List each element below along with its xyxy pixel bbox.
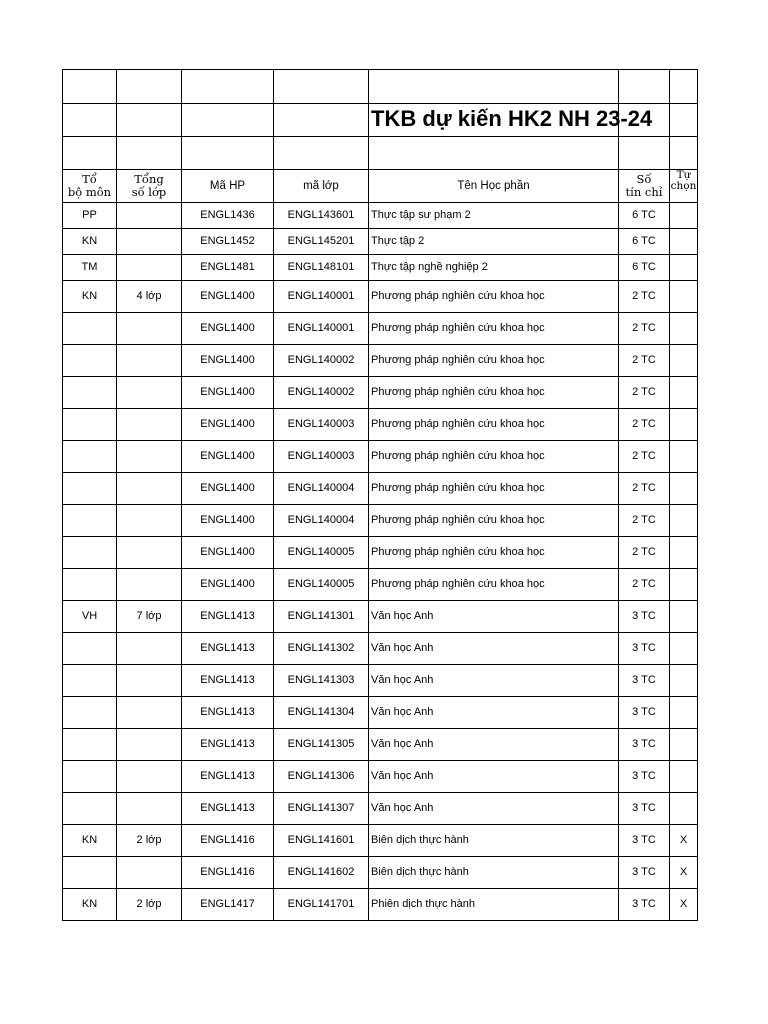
cell: [619, 137, 670, 170]
cell-tong-so-lop: [117, 345, 182, 377]
blank-row: [63, 70, 698, 104]
cell-ma-lop: ENGL141304: [274, 697, 369, 729]
table-row: [63, 729, 698, 761]
cell: [274, 137, 369, 170]
cell-so-tin-chi: 6 TC: [619, 255, 670, 281]
cell-so-tin-chi: 2 TC: [619, 505, 670, 537]
cell-ma-lop: ENGL140005: [274, 537, 369, 569]
cell-ma-hp: ENGL1400: [182, 281, 274, 313]
cell-ten-hoc-phan: Phương pháp nghiên cứu khoa học: [369, 473, 619, 505]
cell-tu-chon: [670, 761, 698, 793]
cell-ma-lop: ENGL141305: [274, 729, 369, 761]
cell-ten-hoc-phan: Phương pháp nghiên cứu khoa học: [369, 377, 619, 409]
cell-so-tin-chi: 3 TC: [619, 761, 670, 793]
cell-to-bo-mon: [63, 857, 117, 889]
cell-ma-lop: ENGL141306: [274, 761, 369, 793]
cell-tu-chon: [670, 377, 698, 409]
cell-tu-chon: X: [670, 857, 698, 889]
cell-tong-so-lop: [117, 793, 182, 825]
cell-so-tin-chi: 3 TC: [619, 633, 670, 665]
cell-ma-hp: ENGL1400: [182, 537, 274, 569]
cell-ten-hoc-phan: Phương pháp nghiên cứu khoa học: [369, 409, 619, 441]
cell-tu-chon: [670, 473, 698, 505]
cell-tong-so-lop: [117, 473, 182, 505]
cell-tu-chon: [670, 203, 698, 229]
cell-tong-so-lop: [117, 537, 182, 569]
cell-tu-chon: [670, 313, 698, 345]
table-row: [63, 793, 698, 825]
cell-to-bo-mon: KN: [63, 889, 117, 921]
header-ten-hoc-phan: Tên Học phần: [369, 170, 619, 203]
cell: [670, 104, 698, 137]
cell-tu-chon: [670, 409, 698, 441]
cell-ten-hoc-phan: Văn học Anh: [369, 633, 619, 665]
cell-ten-hoc-phan: Thực tập sư phạm 2: [369, 203, 619, 229]
cell-to-bo-mon: [63, 761, 117, 793]
cell-ma-hp: ENGL1413: [182, 601, 274, 633]
cell-ma-hp: ENGL1413: [182, 729, 274, 761]
cell-ten-hoc-phan: Văn học Anh: [369, 601, 619, 633]
cell-to-bo-mon: [63, 633, 117, 665]
cell-tu-chon: X: [670, 889, 698, 921]
cell-so-tin-chi: 3 TC: [619, 697, 670, 729]
cell-to-bo-mon: KN: [63, 825, 117, 857]
cell-to-bo-mon: [63, 665, 117, 697]
cell-ma-hp: ENGL1413: [182, 665, 274, 697]
page-title: TKB dự kiến HK2 NH 23-24: [371, 106, 653, 131]
cell-so-tin-chi: 3 TC: [619, 729, 670, 761]
cell-ten-hoc-phan: Văn học Anh: [369, 729, 619, 761]
cell-to-bo-mon: [63, 377, 117, 409]
table-row: [63, 203, 698, 229]
cell-ma-lop: ENGL141303: [274, 665, 369, 697]
cell-ma-lop: ENGL140002: [274, 345, 369, 377]
cell-ma-lop: ENGL140001: [274, 313, 369, 345]
cell-tu-chon: [670, 633, 698, 665]
cell-tu-chon: [670, 281, 698, 313]
cell-to-bo-mon: VH: [63, 601, 117, 633]
cell-ma-hp: ENGL1452: [182, 229, 274, 255]
header-tu-chon: Tự chọn: [670, 170, 698, 203]
cell-ten-hoc-phan: Phương pháp nghiên cứu khoa học: [369, 505, 619, 537]
cell-to-bo-mon: [63, 409, 117, 441]
table-row: [63, 345, 698, 377]
cell: [369, 70, 619, 104]
cell: [63, 137, 117, 170]
table-row: [63, 505, 698, 537]
cell-ma-lop: ENGL140004: [274, 473, 369, 505]
cell-to-bo-mon: TM: [63, 255, 117, 281]
cell: [117, 70, 182, 104]
header-text: số lớp: [131, 185, 167, 199]
cell-ma-lop: ENGL140003: [274, 409, 369, 441]
cell-to-bo-mon: [63, 441, 117, 473]
cell-tu-chon: [670, 255, 698, 281]
header-to-bo-mon: [63, 170, 117, 203]
cell-tong-so-lop: [117, 633, 182, 665]
cell-tu-chon: [670, 229, 698, 255]
cell-ten-hoc-phan: Phương pháp nghiên cứu khoa học: [369, 281, 619, 313]
cell-tong-so-lop: [117, 857, 182, 889]
table-row: [63, 281, 698, 313]
cell-to-bo-mon: [63, 345, 117, 377]
cell-tong-so-lop: 2 lớp: [117, 889, 182, 921]
cell-ma-lop: ENGL140004: [274, 505, 369, 537]
cell-tu-chon: [670, 665, 698, 697]
cell-ma-lop: ENGL140003: [274, 441, 369, 473]
cell: [117, 137, 182, 170]
cell-to-bo-mon: [63, 569, 117, 601]
cell: [182, 137, 274, 170]
table-row: [63, 409, 698, 441]
cell-so-tin-chi: 3 TC: [619, 857, 670, 889]
cell: [182, 104, 274, 137]
cell: [670, 137, 698, 170]
cell-tong-so-lop: [117, 377, 182, 409]
cell-tu-chon: [670, 729, 698, 761]
cell-ma-lop: ENGL140001: [274, 281, 369, 313]
cell-ma-hp: ENGL1416: [182, 825, 274, 857]
cell-so-tin-chi: 2 TC: [619, 441, 670, 473]
cell-so-tin-chi: 3 TC: [619, 665, 670, 697]
title-cell: [369, 104, 653, 137]
cell-ma-hp: ENGL1413: [182, 633, 274, 665]
cell-ma-hp: ENGL1400: [182, 505, 274, 537]
cell-ten-hoc-phan: Phương pháp nghiên cứu khoa học: [369, 537, 619, 569]
table-row: [63, 665, 698, 697]
cell-ma-lop: ENGL141307: [274, 793, 369, 825]
cell-ten-hoc-phan: Biên dịch thực hành: [369, 857, 619, 889]
cell-ten-hoc-phan: Thực tập 2: [369, 229, 619, 255]
cell-ma-hp: ENGL1400: [182, 313, 274, 345]
cell-tu-chon: X: [670, 825, 698, 857]
table-row: [63, 229, 698, 255]
cell-tu-chon: [670, 505, 698, 537]
header-text: Tổ: [82, 172, 97, 186]
schedule-table: [62, 69, 698, 921]
table-row: [63, 377, 698, 409]
cell-ma-hp: ENGL1413: [182, 697, 274, 729]
cell-ma-hp: ENGL1400: [182, 345, 274, 377]
cell-ma-hp: ENGL1436: [182, 203, 274, 229]
cell: [117, 104, 182, 137]
table-row: [63, 255, 698, 281]
cell-tu-chon: [670, 537, 698, 569]
cell-to-bo-mon: [63, 697, 117, 729]
cell-tong-so-lop: [117, 569, 182, 601]
cell-ma-lop: ENGL141701: [274, 889, 369, 921]
cell-ten-hoc-phan: Phương pháp nghiên cứu khoa học: [369, 313, 619, 345]
cell-to-bo-mon: [63, 313, 117, 345]
table-row: [63, 473, 698, 505]
cell-ten-hoc-phan: Phương pháp nghiên cứu khoa học: [369, 569, 619, 601]
cell-so-tin-chi: 2 TC: [619, 537, 670, 569]
table-row: [63, 601, 698, 633]
header-tong-so-lop: [117, 170, 182, 203]
cell-so-tin-chi: 6 TC: [619, 229, 670, 255]
cell-to-bo-mon: PP: [63, 203, 117, 229]
cell-ma-hp: ENGL1413: [182, 761, 274, 793]
cell-ma-lop: ENGL148101: [274, 255, 369, 281]
cell-ma-hp: ENGL1400: [182, 409, 274, 441]
cell-so-tin-chi: 2 TC: [619, 281, 670, 313]
cell-so-tin-chi: 3 TC: [619, 889, 670, 921]
table-row: [63, 633, 698, 665]
cell-to-bo-mon: KN: [63, 229, 117, 255]
cell-ten-hoc-phan: Văn học Anh: [369, 665, 619, 697]
table-row: [63, 313, 698, 345]
cell-tu-chon: [670, 569, 698, 601]
cell-ten-hoc-phan: Văn học Anh: [369, 697, 619, 729]
cell-ma-hp: ENGL1413: [182, 793, 274, 825]
table-row: [63, 857, 698, 889]
table-row: [63, 569, 698, 601]
table-row: [63, 697, 698, 729]
cell: [63, 104, 117, 137]
cell-ma-lop: ENGL141301: [274, 601, 369, 633]
header-row: [63, 170, 698, 203]
cell: [274, 70, 369, 104]
cell-ten-hoc-phan: Phương pháp nghiên cứu khoa học: [369, 345, 619, 377]
cell-ten-hoc-phan: Phương pháp nghiên cứu khoa học: [369, 441, 619, 473]
cell-ma-lop: ENGL140002: [274, 377, 369, 409]
header-text: Số: [636, 172, 652, 186]
cell-to-bo-mon: [63, 729, 117, 761]
cell-to-bo-mon: [63, 505, 117, 537]
cell-ma-hp: ENGL1417: [182, 889, 274, 921]
cell-tong-so-lop: [117, 729, 182, 761]
cell: [182, 70, 274, 104]
table-row: [63, 761, 698, 793]
cell-so-tin-chi: 2 TC: [619, 313, 670, 345]
cell-so-tin-chi: 6 TC: [619, 203, 670, 229]
header-ma-hp: Mã HP: [182, 170, 274, 203]
cell-ten-hoc-phan: Thực tập nghề nghiệp 2: [369, 255, 619, 281]
header-so-tin-chi: [619, 170, 670, 203]
cell-ten-hoc-phan: Phiên dịch thực hành: [369, 889, 619, 921]
cell: [670, 70, 698, 104]
cell-ma-hp: ENGL1481: [182, 255, 274, 281]
header-text: bộ môn: [67, 185, 112, 199]
header-ma-lop: mã lớp: [274, 170, 369, 203]
cell-ten-hoc-phan: Văn học Anh: [369, 761, 619, 793]
cell-ma-lop: ENGL143601: [274, 203, 369, 229]
cell-tong-so-lop: [117, 203, 182, 229]
header-text: tín chỉ: [625, 185, 663, 199]
cell: [274, 104, 369, 137]
cell-tong-so-lop: 7 lớp: [117, 601, 182, 633]
table-row: [63, 889, 698, 921]
cell-tong-so-lop: [117, 761, 182, 793]
table-row: [63, 441, 698, 473]
cell-tu-chon: [670, 441, 698, 473]
cell-tong-so-lop: 4 lớp: [117, 281, 182, 313]
cell-tong-so-lop: [117, 255, 182, 281]
cell-so-tin-chi: 3 TC: [619, 825, 670, 857]
cell-ma-hp: ENGL1400: [182, 569, 274, 601]
cell-so-tin-chi: 2 TC: [619, 569, 670, 601]
cell-to-bo-mon: KN: [63, 281, 117, 313]
cell-tong-so-lop: [117, 697, 182, 729]
table-row: [63, 537, 698, 569]
cell-to-bo-mon: [63, 473, 117, 505]
cell-ma-lop: ENGL141302: [274, 633, 369, 665]
cell: [619, 70, 670, 104]
cell-so-tin-chi: 2 TC: [619, 377, 670, 409]
blank-row: [63, 137, 698, 170]
cell-so-tin-chi: 2 TC: [619, 345, 670, 377]
cell: [369, 137, 619, 170]
cell-ma-hp: ENGL1400: [182, 441, 274, 473]
cell-tu-chon: [670, 697, 698, 729]
cell: [63, 70, 117, 104]
cell-to-bo-mon: [63, 537, 117, 569]
header-text: Tổng: [134, 172, 164, 186]
cell-ma-lop: ENGL140005: [274, 569, 369, 601]
cell-ma-hp: ENGL1416: [182, 857, 274, 889]
cell-tong-so-lop: [117, 505, 182, 537]
cell-so-tin-chi: 2 TC: [619, 409, 670, 441]
cell-tong-so-lop: 2 lớp: [117, 825, 182, 857]
cell-tu-chon: [670, 601, 698, 633]
table-row: [63, 825, 698, 857]
cell-tu-chon: [670, 793, 698, 825]
cell-so-tin-chi: 3 TC: [619, 793, 670, 825]
cell-so-tin-chi: 3 TC: [619, 601, 670, 633]
cell-tu-chon: [670, 345, 698, 377]
cell-ma-lop: ENGL145201: [274, 229, 369, 255]
cell-tong-so-lop: [117, 665, 182, 697]
cell-tong-so-lop: [117, 409, 182, 441]
cell-to-bo-mon: [63, 793, 117, 825]
cell-ma-hp: ENGL1400: [182, 377, 274, 409]
cell-ma-hp: ENGL1400: [182, 473, 274, 505]
cell-tong-so-lop: [117, 313, 182, 345]
cell-tong-so-lop: [117, 441, 182, 473]
cell-tong-so-lop: [117, 229, 182, 255]
cell-ten-hoc-phan: Biên dịch thực hành: [369, 825, 619, 857]
title-row: [63, 104, 698, 137]
cell-ma-lop: ENGL141601: [274, 825, 369, 857]
cell-ma-lop: ENGL141602: [274, 857, 369, 889]
cell-so-tin-chi: 2 TC: [619, 473, 670, 505]
cell-ten-hoc-phan: Văn học Anh: [369, 793, 619, 825]
